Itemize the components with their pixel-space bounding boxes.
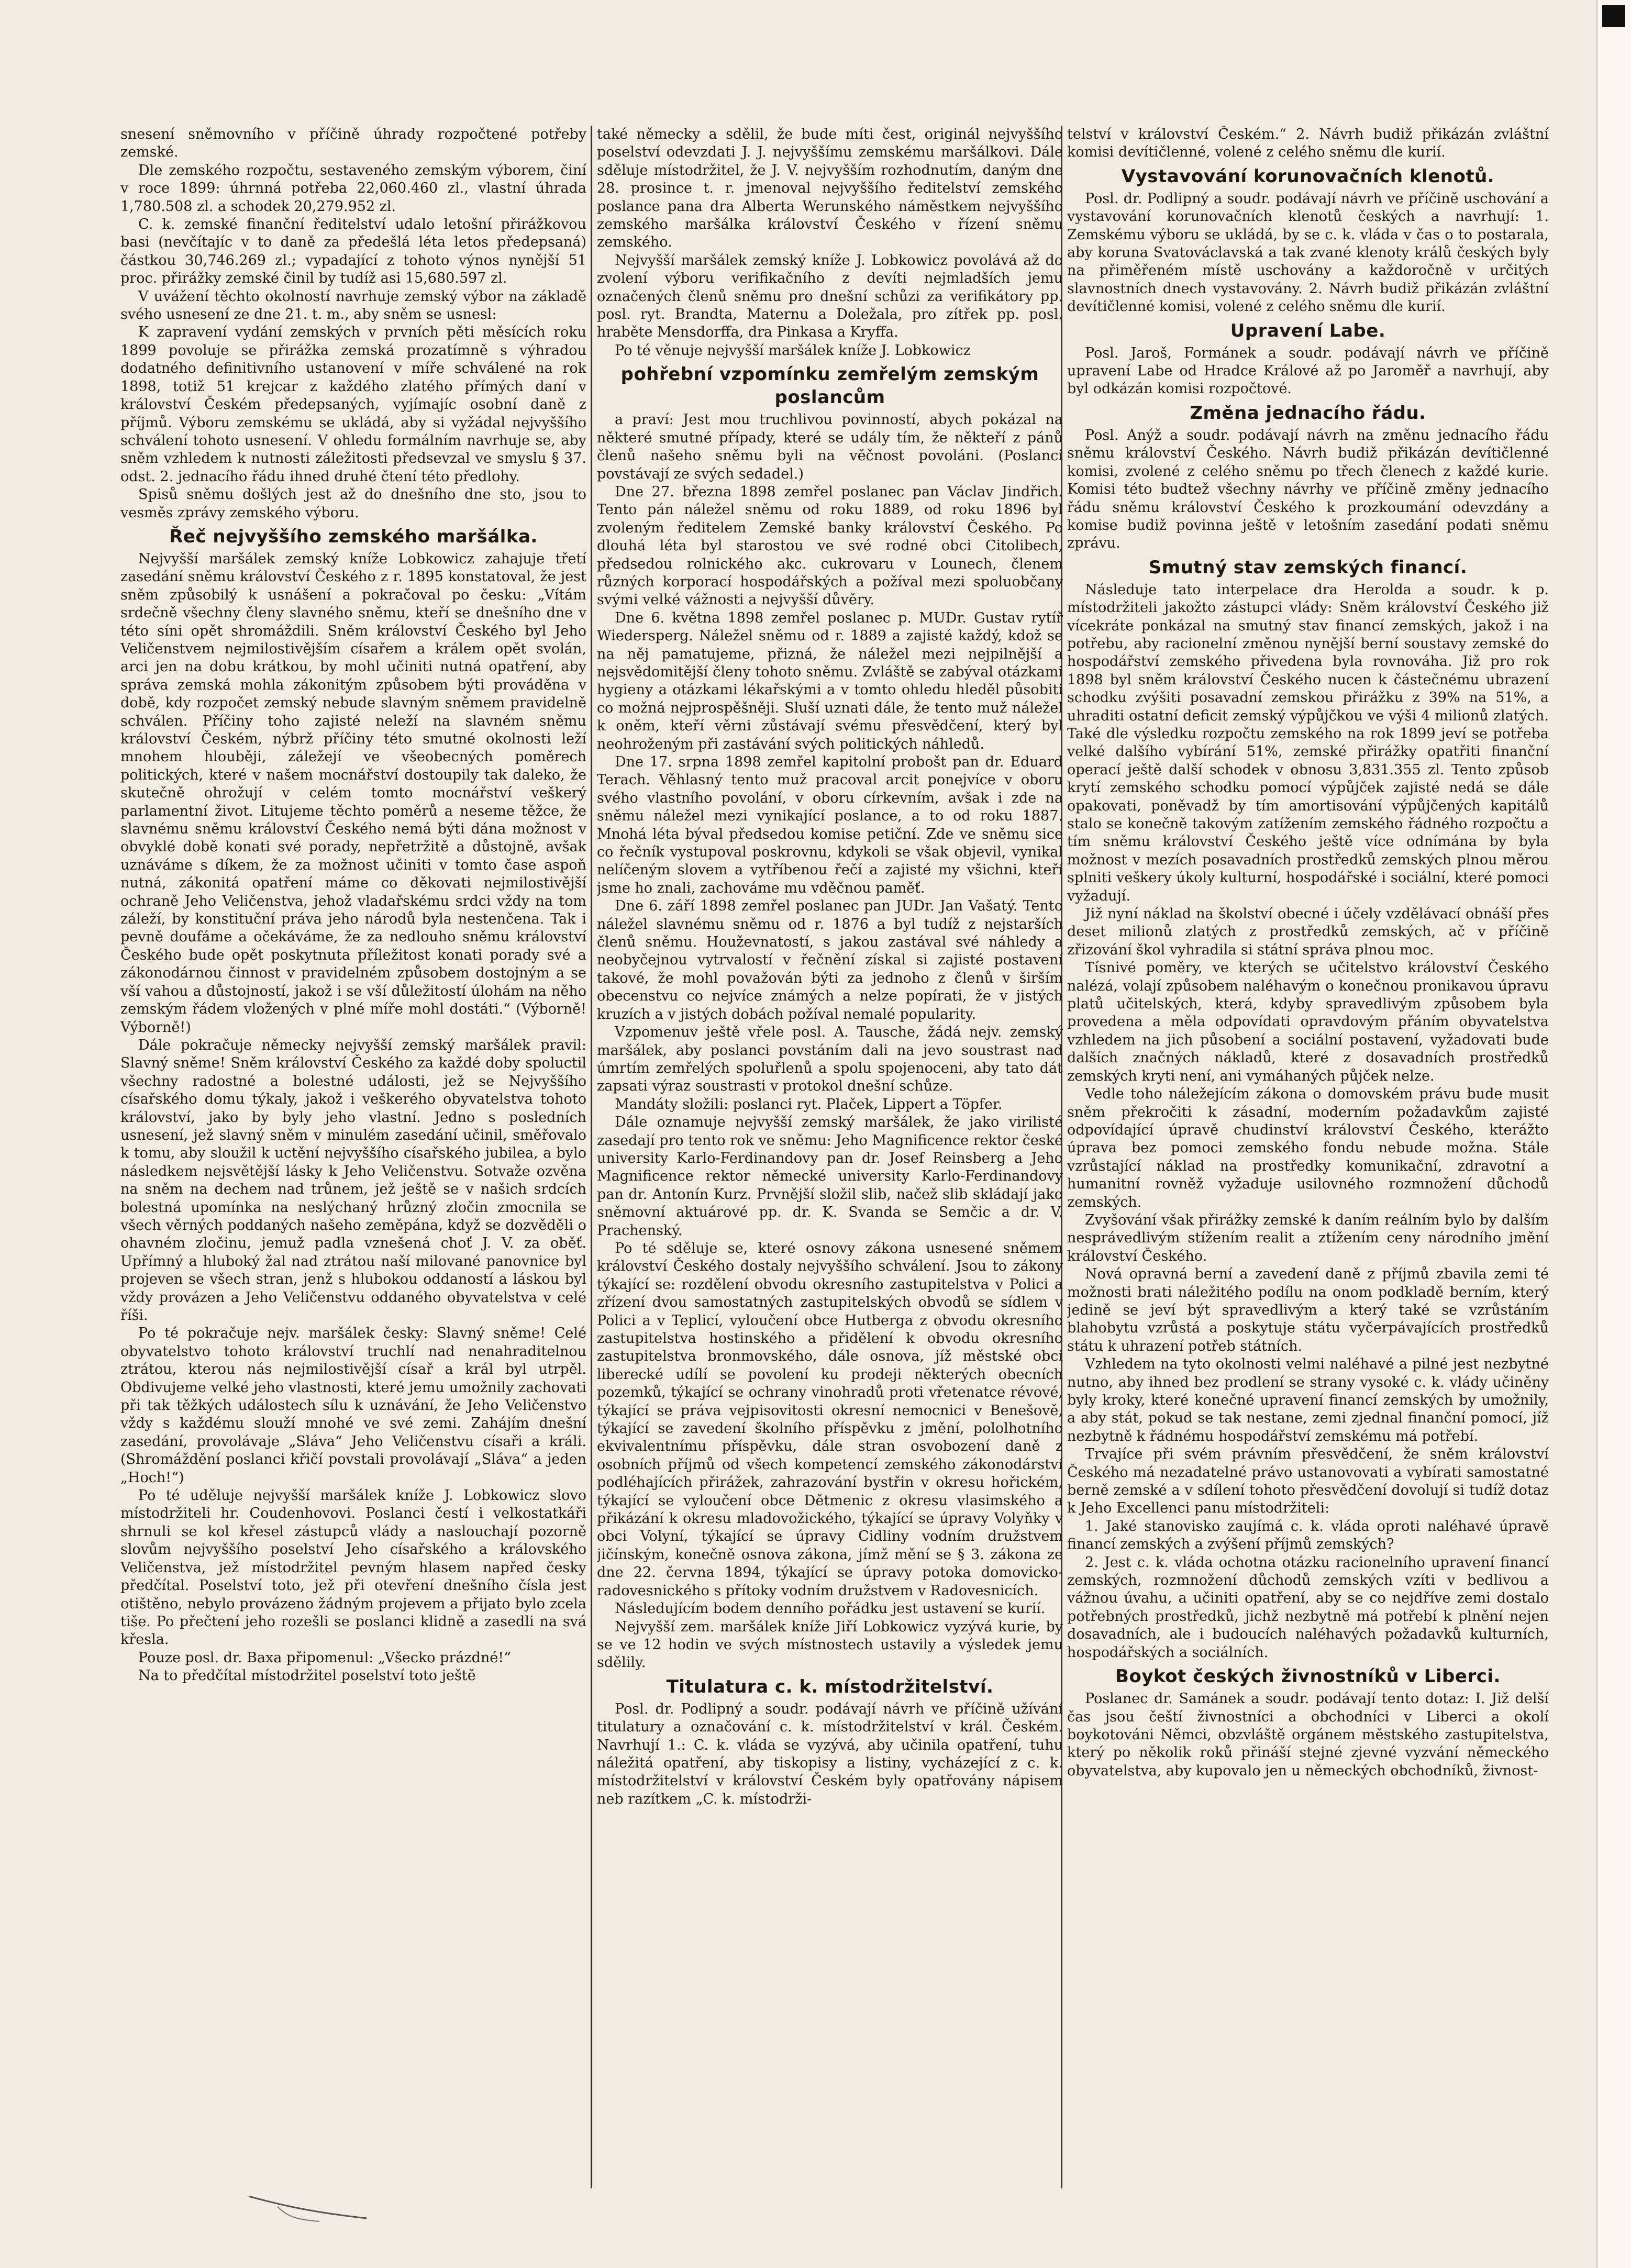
corner-mark	[1602, 5, 1625, 27]
paragraph: Poslanec dr. Samánek a soudr. podávají tento dotaz: I. Již delší čas jsou čeští živnostníci a obchodníci v Liberci a okolí boykotováni Němci, obzvláště orgánem městského zastupitelstva, který po několik roků přináší stejné zjevné vyzvání německého obyvatelstva, aby kupovalo jen u německých obchodníků, živnost-	[1067, 1691, 1549, 1779]
paragraph: Posl. Anýž a soudr. podávají návrh na změnu jednacího řádu sněmu království Českého. Návrh budiž přikázán devítičlenné komisi, zvolené z celého sněmu po třech členech z každé kurie. Komisi této budtež všechny návrhy ve příčině změny jednacího řádu sněmu království Českého k prozkoumání odevzdány a komise budiž povinna ještě v letošním zasedání podati sněmu zprávu.	[1067, 427, 1549, 552]
paragraph: Trvajíce při svém právním přesvědčení, že sněm království Českého má nezadatelné právo ustanovovati a vybírati samostatné berně zemské a v sdílení tohoto přesvědčení dovolují si tudíž dotaz k Jeho Excellenci panu místodržiteli:	[1067, 1446, 1549, 1517]
paragraph: Vzpomenuv ještě vřele posl. A. Tausche, žádá nejv. zemský maršálek, aby poslanci povstáním dali na jevo soustrast nad úmrtím zemřelých spoluřlenů a spolu spojenoceni, aby tato dát zapsati výraz soustrasti v protokol dnešní schůze.	[597, 1024, 1063, 1095]
column-1	[120, 126, 586, 2236]
section-heading: Upravení Labe.	[1230, 320, 1386, 341]
paragraph: Dne 17. srpna 1898 zemřel kapitolní probošt pan dr. Eduard Terach. Věhlasný tento muž pracoval arcit ponejvíce v oboru svého vlastního povolání, v oboru církevním, avšak i zde na sněmu náležel mezi vynikající poslance, a to od roku 1887. Mnohá léta býval předsedou komise petiční. Zde ve sněmu sice co řečník vystupoval poskrovnu, kdykoli se však objevil, vynikal nelíčeným slovem a vytříbenou řečí a zajisté my všichni, kteří jsme ho znali, zachováme mu vděčnou paměť.	[597, 754, 1063, 896]
paragraph: Posl. dr. Podlipný a soudr. podávají návrh ve příčině užívání titulatury a označování c. k. místodržitelství v král. Českém. Navrhují 1.: C. k. vláda se vyzývá, aby učinila opatření, tuhu náležitá opatření, aby tiskopisy a listiny, vycházející z c. k. místodržitelství v království Českém byly opatřovány nápisem neb razítkem „C. k. místodrži-	[597, 1700, 1063, 1807]
column-3	[1067, 126, 1549, 2236]
paragraph: Vedle toho náležejícím zákona o domovském právu bude musit sněm překročiti k zásadní, moderním požadavkům zajisté odpovídající úpravě chudinství království Českého, kterážto úprava bez pomoci zemského fondu nebude možna. Stále vzrůstající náklad na prostředky komunikační, zdravotní a humanitní rovněž vyžaduje usilovného rozmnožení důchodů zemských.	[1067, 1086, 1549, 1210]
section-heading: Boykot českých živnostníků v Liberci.	[1115, 1666, 1501, 1687]
paragraph: Dne 27. března 1898 zemřel poslanec pan Václav Jindřich. Tento pán náležel sněmu od roku 1889, od roku 1896 byl zvoleným ředitelem Zemské banky království Českého. Po dlouhá léta byl starostou ve své rodné obci Citolibech, předsedou rolnického akc. cukrovaru v Lounech, členem různých korporací hospodářských a požíval mezi spoluobčany svými velké vážnosti a nejvyšší důvěry.	[597, 483, 1063, 608]
paragraph: Dne 6. května 1898 zemřel poslanec p. MUDr. Gustav rytíř Wiedersperg. Náležel sněmu od r. 1889 a zajisté každý, kdož se na něj pamatujeme, přizná, že náležel mezi nejpilnější a nejsvědomitější členy tohoto sněmu. Zvláště se zabýval otázkami hygieny a otázkami lékařskými a v tomto ohledu hleděl působiti co možná nejprospěšněji. Sluší uznati dále, že tento muž náležel k oněm, kteří věrni zůstávají svému přesvědčení, který byl neohroženým při zastávání svých politických náhledů.	[597, 609, 1063, 752]
paragraph: Mandáty složili: poslanci ryt. Plaček, Lippert a Töpfer.	[615, 1096, 1003, 1113]
section-heading: pohřební vzpomínku zemřelým zemským poslancům	[620, 364, 1039, 408]
paragraph: snesení sněmovního v příčině úhrady rozpočtené potřeby zemské.	[120, 126, 586, 161]
paragraph: Dále oznamuje nejvyšší zemský maršálek, že jako virilisté zasedají pro tento rok ve sněmu: Jeho Magnificence rektor české university Karlo-Ferdinandovy pan dr. Josef Reinsberg a Jeho Magnificence rektor německé university Karlo-Ferdinandovy pan dr. Antonín Kurz. Prvnější složil slib, načež slib skládají jako sněmovní aktuárové pp. dr. K. Svanda se Semčic a dr. V. Prachenský.	[597, 1114, 1063, 1239]
paragraph: Posl. Jaroš, Formánek a soudr. podávají návrh ve příčině upravení Labe od Hradce Králové až po Jaroměř a navrhují, aby byl odkázán komisi rozpočtové.	[1067, 344, 1549, 397]
column-divider	[591, 126, 592, 2188]
paragraph: Pouze posl. dr. Baxa připomenul: „Všecko prázdné!“	[138, 1649, 511, 1666]
paragraph: také německy a sdělil, že bude míti čest, originál nejvyššího poselství odevzdati J. J. nejvyššímu zemskému maršálkovi. Dále sděluje místodržitel, že J. V. nejvyšším rozhodnutím, daným dne 28. prosince t. r. jmenoval nejvyššího ředitelství zemského poslance pana dra Alberta Werunského náměstkem nejvyššího zemského maršálka království Českého v řízení sněmu zemského.	[597, 126, 1063, 251]
page-edge	[1596, 0, 1631, 2268]
paragraph: Po té sděluje se, které osnovy zákona usnesené sněmem království Českého dostaly nejvyššího schválení. Jsou to zákony týkající se: rozdělení obvodu okresního zastupitelstva v Polici a zřízení dvou samostatných zastupitelských obvodů se sídlem v Polici a v Teplicí, vyloučení obce Hutberga z obvodu okresního zastupitelstva hostinského a přidělení k obvodu okresního zastupitelstva bronmovského, dále osnova, jíž městské obci liberecké udílí se povolení ku prodeji některých obecních pozemků, týkající se ochrany vinohradů proti vřetenatce révové, týkající se práva vejpisovitosti okresní nemocnici v Benešově, týkající se zavedení školního příspěvku z jmění, pololhotního ekvivalentnímu příspěvku, dále stran osvobození daně z osobních příjmů od všech kompetencí zemského zákonodárství podléhajících přirážek, zahrazování bystřin v okresu hořickém, týkající se vyloučení obce Dětmenic z okresu vlasimského a přikázání k okresu mladovožického, týkající se úpravy Volyňky v obci Volyní, týkající se úpravy Cidliny vodním družstvem jičínským, konečně osnova zákona, jímž mění se § 3. zákona ze dne 22. června 1894, týkající se úpravy potoka domovicko-radovesnického s přítoky vodním družstvem v Radovesnicích.	[597, 1240, 1063, 1599]
paragraph: Již nyní náklad na školství obecné i účely vzdělávací obnáší přes deset milionů zlatých z prostředků zemských, ač v příčině zřizování škol vyhradila si státní správa plnou moc.	[1067, 906, 1549, 958]
paragraph: Dle zemského rozpočtu, sestaveného zemským výborem, činí v roce 1899: úhrnná potřeba 22,060.460 zl., vlastní úhrada 1,780.508 zl. a schodek 20,279.952 zl.	[120, 162, 586, 215]
paragraph: Nejvyšší maršálek zemský kníže J. Lobkowicz povolává až do zvolení výboru verifikačního z devíti nejmladších jemu označených členů sněmu pro dnešní schůzi za verifikátory pp. posl. ryt. Brandta, Maternu a Doležala, pro zítřek pp. posl. hraběte Mensdorffa, dra Pinkasa a Kryffa.	[597, 252, 1063, 341]
paragraph: 2. Jest c. k. vláda ochotna otázku racionelního upravení financí zemských, rozmnožení důchodů zemských vzíti v bedlivou a vážnou úvahu, a učiniti opatření, aby se co nejdříve zemi dostalo potřebných prostředků, jichž nezbytně má potřebí k plnění nejen dosavadních, ale i budoucích naléhavých požadavků kulturních, hospodářských a sociálních.	[1067, 1554, 1549, 1661]
paragraph: Nejvyšší zem. maršálek kníže Jiří Lobkowicz vyzývá kurie, by se ve 12 hodin ve svých místnostech ustavily a výsledek jemu sdělily.	[597, 1618, 1063, 1671]
section-heading: Řeč nejvyššího zemského maršálka.	[169, 526, 538, 547]
paragraph: telství v království Českém.“ 2. Návrh budiž přikázán zvláštní komisi devítičlenné, volené z celého sněmu dle kurií.	[1067, 126, 1549, 161]
paragraph: Dále pokračuje německy nejvyšší zemský maršálek pravil: Slavný sněme! Sněm království Českého za každé doby spoluctil všechny radostné a bolestné události, jež se Nejvyššího císařského domu týkaly, jakož i veškerého obyvatelstva tohoto království, jako by byly jeho vlastní. Jedno s posledních usnesení, jež slavný sněm v minulém zasedání učinil, směřovalo k tomu, aby sloužil k uctění nejvyššího císařského jubilea, a bylo následkem nejsvětější lásky k Jeho Veličenstvu. Sotvaže ozvěna na sněm na dechem nad trůnem, jež ještě se v našich srdcích bolestná upomínka na neslýchaný hrůzný zločin zmocnila se všech věrných poddaných našeho zeměpána, když se dozvěděli o ohavném zločinu, jemuž padla vznešená choť J. V. za oběť. Upřímný a hluboký žal nad ztrátou naší milované panovnice byl projeven se všech stran, jenž s hlubokou oddaností a láskou byl vždy provázen a Jeho Veličenstvu oddaného obyvatelstva v celé říši.	[120, 1037, 586, 1324]
paragraph: Vzhledem na tyto okolnosti velmi naléhavé a pilné jest nezbytné nutno, aby ihned bez prodlení se strany vysoké c. k. vlády učiněny byly kroky, které konečné upravení financí zemských by umožnily, a aby stát, pokud se tak nestane, zemi zjednal finanční pomocí, jíž nezbytně k řádnému hospodářství zemskému má potřebí.	[1067, 1356, 1549, 1444]
paragraph: Na to předčítal místodržitel poselství toto ještě	[138, 1667, 476, 1684]
section-heading: Vystavování korunovačních klenotů.	[1121, 165, 1495, 187]
column-2	[597, 126, 1063, 2236]
paragraph: Spisů sněmu došlých jest až do dnešního dne sto, jsou to vesměs zprávy zemského výboru.	[120, 486, 586, 521]
paragraph: Nová opravná berní a zavedení daně z příjmů zbavila zemi té možnosti brati náležitého podílu na onom podkladě berním, který jedině se jeví být spravedlivým a který také se vzrůstáním blahobytu vzrůstá a poskytuje státu vyčerpávajících prostředků státu k uhrazení potřeb státních.	[1067, 1266, 1549, 1354]
section-heading: Titulatura c. k. místodržitelství.	[666, 1676, 994, 1697]
paragraph: Následujícím bodem denního pořádku jest ustavení se kurií.	[615, 1600, 1046, 1617]
paragraph: Tísnivé poměry, ve kterých se učitelstvo království Českého nalézá, volají způsobem naléhavým o konečnou pronikavou úpravu platů učitelských, která, kdyby spravedlivým způsobem byla provedena a měla odpovídati opravdovým přáním obyvatelstva vzhledem na jich působení a sociální postavení, vyžadovati bude dalších značných nákladů, které z dosavadních prostředků zemských kryti není, ani vymáhaných půjček nelze.	[1067, 960, 1549, 1084]
section-heading: Změna jednacího řádu.	[1190, 402, 1426, 424]
paragraph: Po té věnuje nejvyšší maršálek kníže J. Lobkowicz	[615, 342, 971, 359]
paragraph: Nejvyšší maršálek zemský kníže Lobkowicz zahajuje třetí zasedání sněmu království Českého z r. 1895 konstatoval, že jest sněm způsobilý k usnášení a pokračoval po česku: „Vítám srdečně všechny členy slavného sněmu, kteří se dnešního dne v této síni opět shromáždili. Sněm království Českého byl Jeho Veličenstvem nejmilostivějším císařem a králem opět svolán, arci jen na dobu krátkou, by mohl učiniti nutná opatření, aby správa zemská mohla zákonitým způsobem býti prováděna v době, kdy rozpočet zemský nebude slavným sněmem pravidelně schválen. Příčiny toho zajisté neleží na slavném sněmu království Českém, nýbrž příčiny této smutné okolnosti leží mnohem hlouběji, záležejí ve všeobecných poměrech politických, které v našem mocnářství dostoupily tak daleko, že skutečně ohrožují v celém tomto mocnářství veškerý parlamentní život. Litujeme těchto poměrů a neseme těžce, že slavnému sněmu království Českého nemá býti dána možnost v obvyklé době konati své porady, nepřetržitě a důstojně, avšak uznáváme s díkem, že za možnost učiniti v tomto čase aspoň nutná, zákonitá opatření máme co děkovati nejmilostivější ochraně Jeho Veličenstva, jehož vladařskému srdci vždy na tom záleží, by konstituční práva jeho národů byla nestenčena. Tak i pevně doufáme a očekáváme, že za nedlouho sněmu království Českého bude opět poskytnuta příležitost konati porady své a zákonodárnou činnost v pravidelném způsobem dostojným a se vší vahou a důstojností, jakož i se vší důležitostí úlohám na něho zemským řádem vložených v plné míře mohl dostáti.“ (Výborně! Výborně!)	[120, 550, 586, 1036]
paragraph: Po té uděluje nejvyšší maršálek kníže J. Lobkowicz slovo místodržiteli hr. Coudenhovovi. Poslanci čestí i velkostatkáři shrnuli se kol křesel zástupců vlády a naslouchají pozorně slovům nejvyššího poselství Jeho císařského a královského Veličenstva, jež místodržitel pevným hlasem napřed česky předčítal. Poselství toto, jež při otevření dnešního čísla jest otištěno, nebylo provázeno žádným projevem a přijato bylo zcela tiše. Po přečtení jeho rozešli se poslanci klidně a zasedli na svá křesla.	[120, 1487, 586, 1648]
paragraph: Dne 6. září 1898 zemřel poslanec pan JUDr. Jan Vašatý. Tento náležel slavnému sněmu od r. 1876 a byl tudíž z nejstarších členů sněmu. Houževnatostí, s jakou zastával své náhledy a neobyčejnou vytrvalostí v řečnění získal si zajisté postavení takové, že mohl považován býti za jednoho z členů v širším obecenstvu co nejvíce známých a nelze popírati, že v jistých kruzích a v jistých dobách požíval nemalé popularity.	[597, 898, 1063, 1022]
paragraph: Posl. dr. Podlipný a soudr. podávají návrh ve příčině uschování a vystavování korunovačních klenotů českých a navrhují: 1. Zemskému výboru se ukládá, by se c. k. vláda v čas o to postarala, aby koruna Svatováclavská a tak zvané klenoty králů českých byly na přiměřeném místě uschovány a každoročně v určitých slavnostních dnech vystavovány. 2. Návrh budiž přikázán zvláštní devítičlenné komisi, volené z celého sněmu dle kurií.	[1067, 190, 1549, 315]
paragraph: Následuje tato interpelace dra Herolda a soudr. k p. místodržiteli jakožto zástupci vlády: Sněm království Českého již vícekráte ponkázal na smutný stav financí zemských, jakož i na potřebu, aby racionelní změnou nynější berní soustavy zemské do hospodářství zemského přivedena byla rovnováha. Již pro rok 1898 byl sněm království Českého nucen k částečnému ubrazení schodku zvýšiti posavadní zemskou přirážku z 39% na 51%, a uhraditi ostatní deficit zemský výpůjčkou ve výši 4 milionů zlatých. Také dle výsledku rozpočtu zemského na rok 1899 jeví se potřeba velké dalšího vybírání 51%, zemské přirážky opatřiti finanční operací ještě další schodek v obnosu 3,831.355 zl. Tento způsob krytí zemského schodku pomocí výpůjček zajisté nedá se dále opakovati, poněvadž by tím amortisování výpůjčených kapitálů stalo se konečně takovým zatížením zemského řádného rozpočtu a tím sněmu království Českého ještě více odnímána by byla možnost v mezích posavadních prostředků zemských plnou měrou splniti veškery úkoly kulturní, hospodářské i sociální, které pomoci vyžadují.	[1067, 581, 1549, 904]
pen-stroke-mark	[246, 2191, 372, 2222]
paragraph: 1. Jaké stanovisko zaujímá c. k. vláda oproti naléhavé úpravě financí zemských a zvýšení příjmů zemských?	[1067, 1518, 1549, 1553]
section-heading: Smutný stav zemských financí.	[1148, 557, 1468, 578]
paragraph: V uvážení těchto okolností navrhuje zemský výbor na základě svého usnesení ze dne 21. t. m., aby sněm se usnesl:	[120, 288, 586, 323]
paragraph: C. k. zemské finanční ředitelství udalo letošní přirážkovou basi (nevčítajíc v to daně za předešlá léta letos předepsaná) částkou 30,746.269 zl.; vypadající z tohoto výnos nynější 51 proc. přirážky zemské činil by tudíž asi 15,680.597 zl.	[120, 216, 586, 287]
paragraph: K zapravení vydání zemských v prvních pěti měsících roku 1899 povoluje se přirážka zemská prozatímně s výhradou dodatného definitivního ustanovení v míře schválené na rok 1898, totiž 51 krejcar z každého zlatého přímých daní v království Českém předepsaných, vyjímajíc osobní daně z příjmů. Výboru zemskému se ukládá, aby si vyžádal nejvyššího schválení tohoto usnesení. V ohledu formálním navrhuje se, aby sněm vzhledem k nutnosti záležitosti předsevzal ve smyslu § 37. odst. 2. jednacího řádu ihned druhé čtení této předlohy.	[120, 324, 586, 485]
paragraph: Po té pokračuje nejv. maršálek česky: Slavný sněme! Celé obyvatelstvo tohoto království truchlí nad nenahraditelnou ztrátou, kterou nás nejmilostivější císař a král byl utrpěl. Obdivujeme velké jeho vlastnosti, které jemu umožnily zachovati při tak těžkých událostech sílu k uznávání, že Jeho Veličenstvo vždy s každému slouží mnohé ve své zemi. Zahájím dnešní zasedání, provolávaje „Sláva“ Jeho Veličenstvu císaři a králi. (Shromáždění poslanci křičí povstali provolávají „Sláva“ a jeden „Hoch!“)	[120, 1325, 586, 1486]
paragraph: Zvyšování však přirážky zemské k daním reálním bylo by dalším nesprávedlivým stížením realit a ztížením ceny národního jmění království Českého.	[1067, 1211, 1549, 1264]
paragraph: a praví: Jest mou truchlivou povinností, abych pokázal na některé smutné případy, které se udály tím, že někteří z pánů členů našeho sněmu byli na věčnost povoláni. (Poslanci povstávají ze svých sedadel.)	[597, 412, 1063, 482]
